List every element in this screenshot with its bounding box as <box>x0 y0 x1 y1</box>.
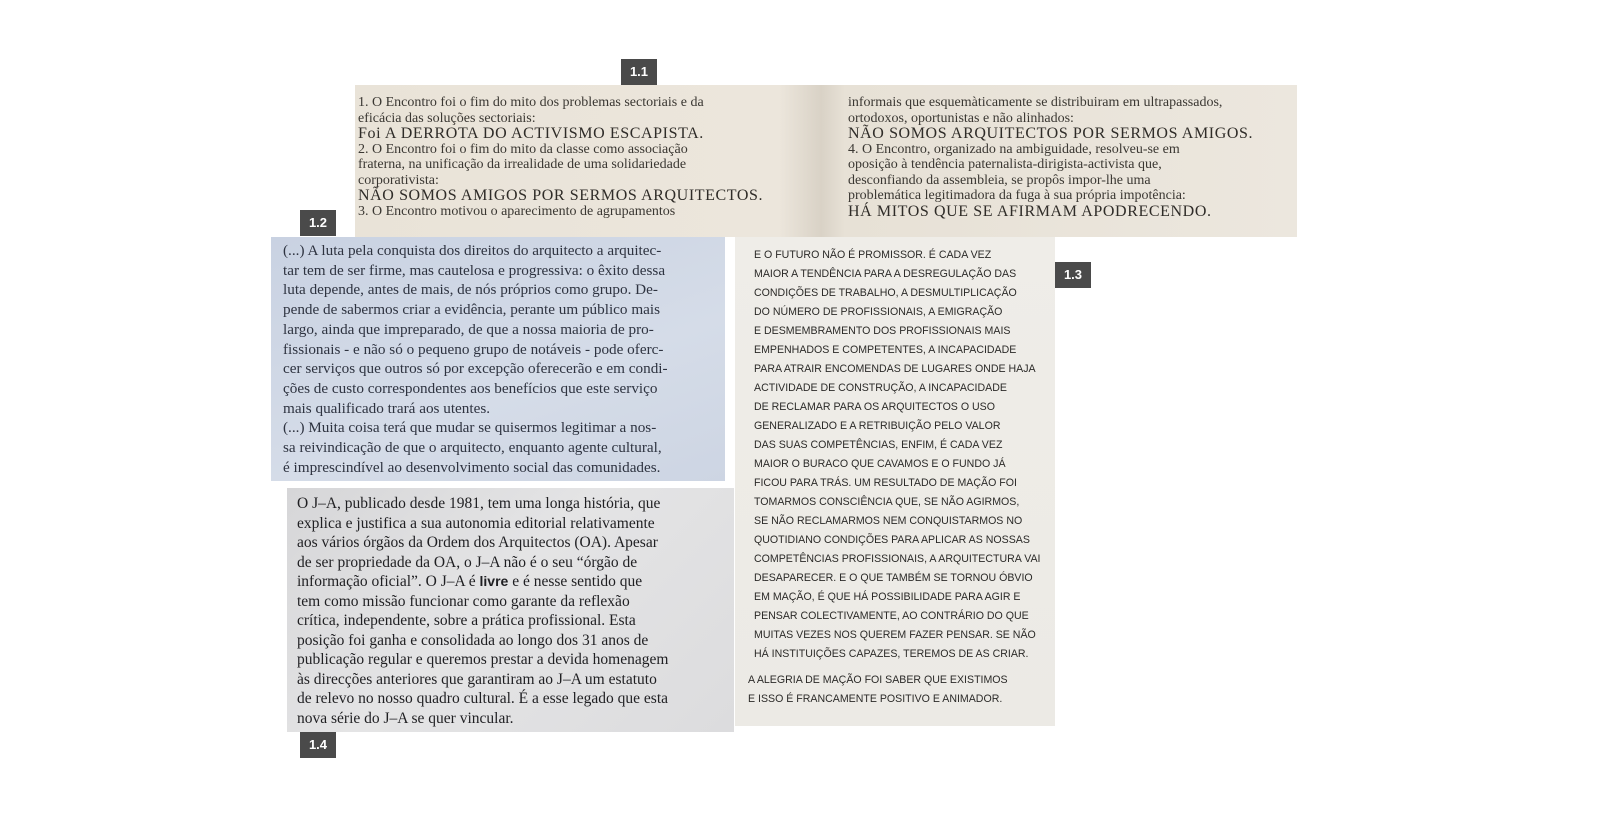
text-line: NÃO SOMOS AMIGOS POR SERMOS ARQUITECTOS. <box>358 187 764 204</box>
excerpt-1-4 <box>287 488 734 732</box>
excerpt-1-3-paragraph-1 <box>754 246 1040 664</box>
text-line: luta depende, antes de mais, de nós próprios como grupo. De- <box>283 281 658 299</box>
text-line: A ALEGRIA DE MAÇÃO FOI SABER QUE EXISTIMOS <box>748 674 1008 686</box>
text-line: ortodoxos, oportunistas e não alinhados: <box>848 110 1074 126</box>
text-line <box>297 572 734 592</box>
text-line: publicação regular e queremos prestar a devida homenagem <box>297 651 669 668</box>
label-1-4: 1.4 <box>300 732 336 758</box>
text-line: eficácia das soluções sectoriais: <box>358 110 536 126</box>
excerpt-1-3-paragraph-2 <box>748 671 1008 709</box>
text-line: QUOTIDIANO CONDIÇÕES PARA APLICAR AS NOSSAS <box>754 534 1030 546</box>
text-line: 3. O Encontro motivou o aparecimento de agrupamentos <box>358 203 676 219</box>
text-line: de relevo no nosso quadro cultural. É a esse legado que esta <box>297 690 669 707</box>
label-1-2: 1.2 <box>300 210 336 236</box>
text-segment: e é nesse sentido que <box>508 573 643 590</box>
text-line: nova série do J–A se quer vincular. <box>297 709 514 727</box>
text-line: fissionais - e não só o pequeno grupo de notáveis - pode oferc- <box>283 340 664 358</box>
text-line: DESAPARECER. E O QUE TAMBÉM SE TORNOU ÓBVIO <box>754 572 1033 584</box>
text-line: DE RECLAMAR PARA OS ARQUITECTOS O USO <box>754 401 995 413</box>
text-line: GENERALIZADO E A RETRIBUIÇÃO PELO VALOR <box>754 420 1001 432</box>
excerpt-1-1-left-column <box>358 95 798 219</box>
text-line: 4. O Encontro, organizado na ambiguidade, resolveu-se em <box>848 141 1180 157</box>
excerpt-1-3 <box>735 237 1055 726</box>
text-line: PARA ATRAIR ENCOMENDAS DE LUGARES ONDE HAJA <box>754 363 1036 375</box>
text-segment: informação oficial”. O J–A é <box>297 573 480 590</box>
text-line: posição foi ganha e consolidada ao longo dos 31 anos de <box>297 631 649 649</box>
text-line: MUITAS VEZES NOS QUEREM FAZER PENSAR. SE NÃO <box>754 629 1036 641</box>
text-line: crítica, independente, sobre a prática profissional. Esta <box>297 612 636 629</box>
text-line: NÃO SOMOS ARQUITECTOS POR SERMOS AMIGOS. <box>848 125 1254 142</box>
text-line: problemática legitimadora da fuga à sua própria impotência: <box>848 188 1186 203</box>
text-line: TOMARMOS CONSCIÊNCIA QUE, SE NÃO AGIRMOS, <box>754 496 1020 508</box>
text-line: PENSAR COLECTIVAMENTE, AO CONTRÁRIO DO QUE <box>754 610 1029 622</box>
text-line: fraterna, na unificação da irrealidade de uma solidariedade <box>358 157 687 172</box>
excerpt-1-1 <box>355 85 1297 237</box>
excerpt-1-1-right-column <box>848 95 1293 219</box>
text-line: oposição à tendência paternalista-dirigista-activista que, <box>848 157 1162 172</box>
text-line: EM MAÇÃO, É QUE HÁ POSSIBILIDADE PARA AGIR E <box>754 591 1021 603</box>
text-line: DO NÚMERO DE PROFISSIONAIS, A EMIGRAÇÃO <box>754 306 1003 318</box>
emphasis-livre: livre <box>479 573 509 589</box>
text-line: HÁ MITOS QUE SE AFIRMAM APODRECENDO. <box>848 202 1212 220</box>
text-line: corporativista: <box>358 172 439 188</box>
text-line: desconfiando da assembleia, se propôs impor-lhe uma <box>848 172 1151 188</box>
text-line: largo, ainda que impreparado, de que a nossa maioria de pro- <box>283 320 654 338</box>
text-line: informais que esquemàticamente se distribuiram em ultrapassados, <box>848 95 1223 110</box>
text-line: MAIOR O BURACO QUE CAVAMOS E O FUNDO JÁ <box>754 458 1006 470</box>
text-line: E O FUTURO NÃO É PROMISSOR. É CADA VEZ <box>754 249 992 261</box>
text-line: Foi A DERROTA DO ACTIVISMO ESCAPISTA. <box>358 125 704 142</box>
text-line: (...) A luta pela conquista dos direitos do arquitecto a arquitec- <box>283 242 662 259</box>
text-line: tar tem de ser firme, mas cautelosa e progressiva: o êxito dessa <box>283 261 666 279</box>
text-line: 2. O Encontro foi o fim do mito da classe como associação <box>358 141 688 157</box>
text-line: sa reivindicação de que o arquitecto, enquanto agente cultural, <box>283 439 662 457</box>
label-1-3: 1.3 <box>1055 262 1091 288</box>
text-line: (...) Muita coisa terá que mudar se quisermos legitimar a nos- <box>283 419 657 437</box>
text-line: 1. O Encontro foi o fim do mito dos problemas sectoriais e da <box>358 95 704 110</box>
text-line: ções de custo correspondentes aos benefícios que este serviço <box>283 379 658 397</box>
text-line: CONDIÇÕES DE TRABALHO, A DESMULTIPLICAÇÃO <box>754 287 1017 299</box>
text-line: EMPENHADOS E COMPETENTES, A INCAPACIDADE <box>754 344 1017 356</box>
text-line: DAS SUAS COMPETÊNCIAS, ENFIM, É CADA VEZ <box>754 439 1003 451</box>
text-line: pende de sabermos criar a evidência, perante um público mais <box>283 301 661 319</box>
text-line: E ISSO É FRANCAMENTE POSITIVO E ANIMADOR. <box>748 693 1003 705</box>
text-line: E DESMEMBRAMENTO DOS PROFISSIONAIS MAIS <box>754 325 1011 337</box>
text-line: SE NÃO RECLAMARMOS NEM CONQUISTARMOS NO <box>754 515 1023 527</box>
text-line: FICOU PARA TRÁS. UM RESULTADO DE MAÇÃO FOI <box>754 477 1017 489</box>
text-line: COMPETÊNCIAS PROFISSIONAIS, A ARQUITECTURA VAI <box>754 553 1041 565</box>
text-line: HÁ INSTITUIÇÕES CAPAZES, TEREMOS DE AS CRIAR. <box>754 648 1029 660</box>
text-line: cer serviços que outros só por excepção oferecerão e em condi- <box>283 360 668 378</box>
text-line: mais qualificado trará aos utentes. <box>283 399 491 417</box>
text-line: de ser propriedade da OA, o J–A não é o seu “órgão de <box>297 553 638 571</box>
text-line: explica e justifica a sua autonomia editorial relativamente <box>297 514 655 532</box>
text-line: tem como missão funcionar como garante da reflexão <box>297 592 630 610</box>
text-line: O J–A, publicado desde 1981, tem uma longa história, que <box>297 495 661 512</box>
text-line: ACTIVIDADE DE CONSTRUÇÃO, A INCAPACIDADE <box>754 382 1007 394</box>
text-line: às direcções anteriores que garantiram ao J–A um estatuto <box>297 670 657 688</box>
excerpt-1-2 <box>271 237 725 481</box>
text-line: MAIOR A TENDÊNCIA PARA A DESREGULAÇÃO DAS <box>754 268 1017 280</box>
label-1-1: 1.1 <box>621 59 657 85</box>
text-line: aos vários órgãos da Ordem dos Arquitectos (OA). Apesar <box>297 534 658 551</box>
text-line: é imprescindível ao desenvolvimento social das comunidades. <box>283 458 661 476</box>
